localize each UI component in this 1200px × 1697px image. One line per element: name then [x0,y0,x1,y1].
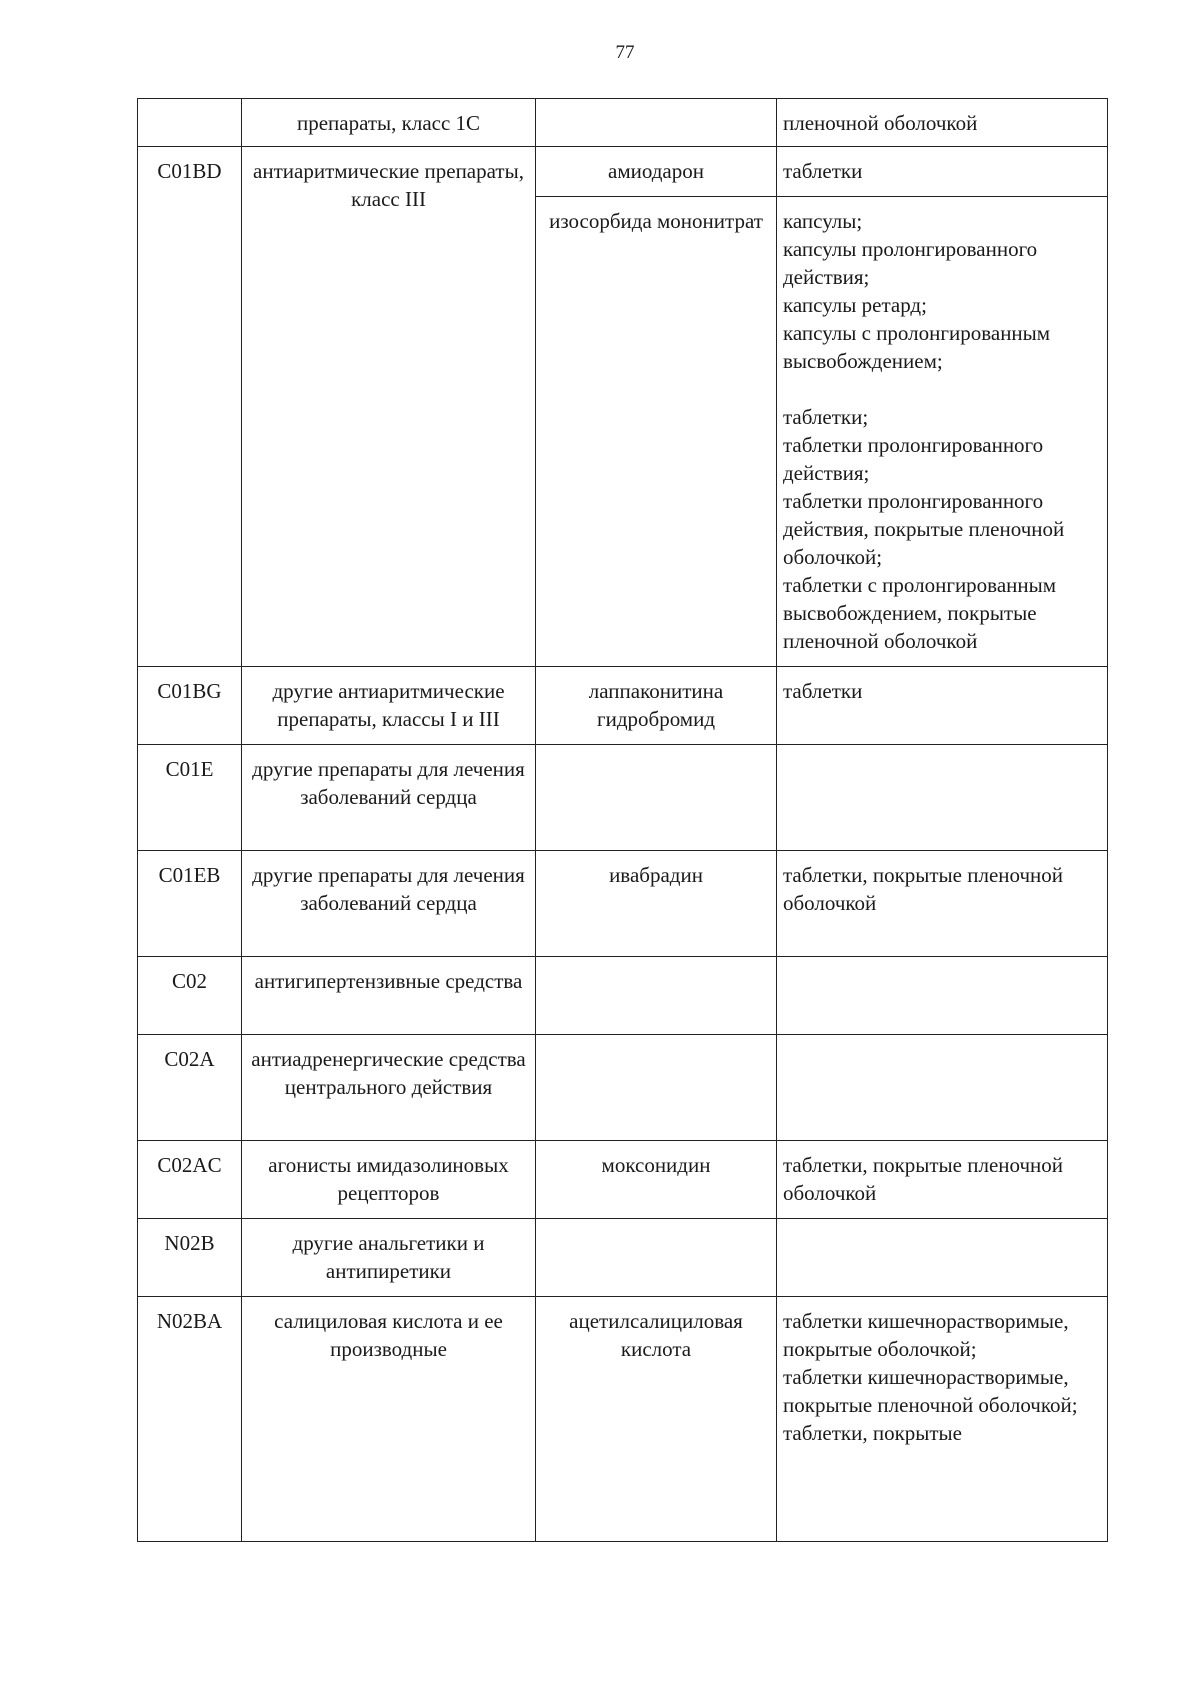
drug-cell: ацетилсалициловая кислота [536,1297,777,1542]
drug-table [137,98,1108,1542]
drug-cell: моксонидин [536,1141,777,1219]
table-row [138,745,1108,851]
dosage-form-line: таблетки, покрытые пленочной оболочкой [783,863,1064,915]
page-number: 77 [615,42,635,63]
table-row [138,1141,1108,1219]
dosage-form-line: таблетки [783,679,863,703]
dosage-form-line: капсулы ретард; [783,293,927,317]
group-cell: агонисты имидазолиновых рецепторов [242,1141,536,1219]
atc-code-cell: C01BD [138,147,242,667]
table-row [138,1035,1108,1141]
dosage-form-line: таблетки пролонгированного действия, покрытые пленочной оболочкой; [783,489,1065,569]
group-cell: другие антиаритмические препараты, классы I и III [242,667,536,745]
drug-cell [536,99,777,147]
dosage-form-cell [777,957,1108,1035]
table-row [138,957,1108,1035]
dosage-form-cell [777,197,1108,667]
atc-code-cell: N02BA [138,1297,242,1542]
dosage-form-line: таблетки кишечнорастворимые, покрытые пленочной оболочкой; [783,1365,1078,1417]
drug-cell [536,1035,777,1141]
drug-cell [536,1219,777,1297]
dosage-form-line [783,375,1101,403]
dosage-form-cell [777,99,1108,147]
dosage-form-line [783,755,1101,783]
group-cell: антиадренергические средства центрального действия [242,1035,536,1141]
group-cell: антиаритмические препараты, класс III [242,147,536,667]
dosage-form-line [783,967,1101,995]
dosage-form-line: таблетки; [783,405,869,429]
table-row [138,1297,1108,1542]
atc-code-cell: C01E [138,745,242,851]
atc-code-cell: C02 [138,957,242,1035]
table-row [138,667,1108,745]
dosage-form-cell [777,851,1108,957]
table-row [138,851,1108,957]
dosage-form-line: таблетки кишечнорастворимые, покрытые оболочкой; [783,1309,1069,1361]
group-cell: другие препараты для лечения заболеваний сердца [242,851,536,957]
dosage-form-line [783,1045,1101,1073]
atc-code-cell: N02B [138,1219,242,1297]
dosage-form-cell [777,1219,1108,1297]
dosage-form-cell [777,1141,1108,1219]
dosage-form-cell [777,1035,1108,1141]
dosage-form-line: таблетки пролонгированного действия; [783,433,1044,485]
dosage-form-line: пленочной оболочкой [783,111,978,135]
group-cell: антигипертензивные средства [242,957,536,1035]
table-row [138,99,1108,147]
atc-code-cell: C01BG [138,667,242,745]
drug-cell: лаппаконитина гидробромид [536,667,777,745]
dosage-form-line [783,1229,1101,1257]
atc-code-cell [138,99,242,147]
dosage-form-line: таблетки [783,159,863,183]
dosage-form-line: таблетки с пролонгированным высвобождением, покрытые пленочной оболочкой [783,573,1057,653]
dosage-form-line: таблетки, покрытые [783,1421,962,1445]
drug-cell: амиодарон [536,147,777,197]
atc-code-cell: C02A [138,1035,242,1141]
dosage-form-cell [777,1297,1108,1542]
table-row [138,147,1108,197]
table-row [138,1219,1108,1297]
dosage-form-cell [777,147,1108,197]
dosage-form-line: капсулы с пролонгированным высвобождением; [783,321,1051,373]
atc-code-cell: C02AC [138,1141,242,1219]
group-cell: другие анальгетики и антипиретики [242,1219,536,1297]
dosage-form-line: капсулы; [783,209,863,233]
dosage-form-line: таблетки, покрытые пленочной оболочкой [783,1153,1064,1205]
drug-cell [536,957,777,1035]
group-cell: салициловая кислота и ее производные [242,1297,536,1542]
group-cell: препараты, класс 1C [242,99,536,147]
drug-cell: изосорбида мононитрат [536,197,777,667]
group-cell: другие препараты для лечения заболеваний сердца [242,745,536,851]
dosage-form-cell [777,745,1108,851]
dosage-form-cell [777,667,1108,745]
atc-code-cell: C01EB [138,851,242,957]
dosage-form-line: капсулы пролонгированного действия; [783,237,1038,289]
drug-cell: ивабрадин [536,851,777,957]
drug-cell [536,745,777,851]
